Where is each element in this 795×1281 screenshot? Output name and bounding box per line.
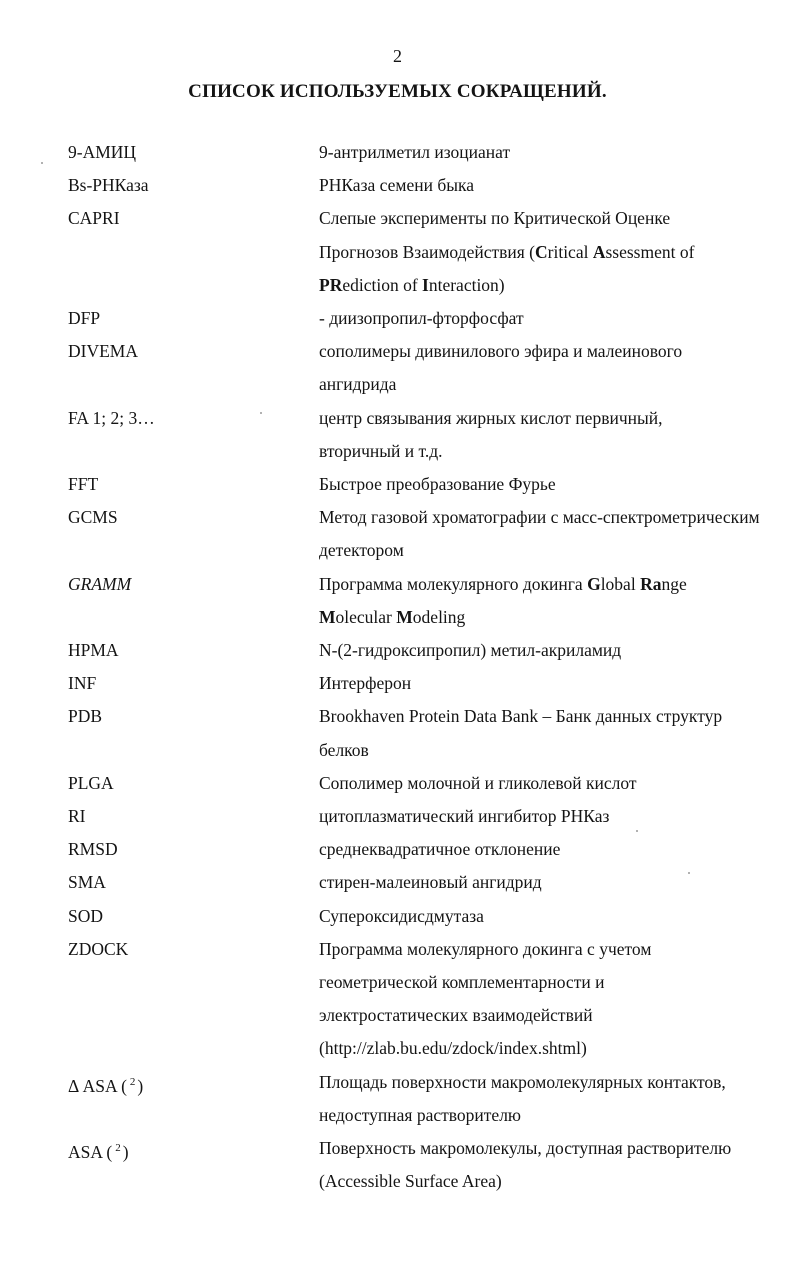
abbreviation-row — [68, 468, 778, 501]
definition-line: (http://zlab.bu.edu/zdock/index.shtml) — [319, 1038, 587, 1059]
abbreviation-term-text: ZDOCK — [68, 938, 129, 959]
abbreviation-row — [68, 1132, 778, 1198]
scan-speck — [688, 872, 690, 874]
abbreviation-term-text: PLGA — [68, 772, 114, 793]
scan-speck — [260, 412, 262, 414]
abbreviation-definition — [319, 866, 778, 899]
abbreviation-row — [68, 335, 778, 401]
definition-line: недоступная растворителю — [319, 1104, 522, 1125]
abbreviation-definition — [319, 202, 778, 302]
abbreviation-row — [68, 568, 778, 634]
abbreviation-term-text: 9-АМИЦ — [68, 142, 137, 162]
abbreviation-term — [68, 767, 319, 800]
abbreviation-term-text: SOD — [68, 905, 104, 926]
abbreviation-term — [68, 335, 319, 401]
abbreviation-definition — [319, 634, 778, 667]
definition-line: Площадь поверхности макромолекулярных контактов, — [319, 1071, 726, 1092]
definition-line: цитоплазматический ингибитор РНКаз — [319, 806, 610, 827]
abbreviation-term — [68, 634, 319, 667]
definition-line: Molecular Modeling — [319, 606, 466, 627]
page-title: СПИСОК ИСПОЛЬЗУЕМЫХ СОКРАЩЕНИЙ. — [188, 81, 607, 102]
definition-line: стирен-малеиновый ангидрид — [319, 872, 542, 893]
abbreviation-term-closing: ) — [122, 1142, 129, 1163]
abbreviation-term-text: HPMA — [68, 640, 119, 661]
abbreviation-definition — [319, 1132, 778, 1198]
abbreviation-term-superscript: 2 — [115, 1142, 121, 1155]
definition-line: Brookhaven Protein Data Bank – Банк данных структур — [319, 706, 723, 727]
abbreviation-definition — [319, 767, 778, 800]
abbreviation-definition — [319, 402, 778, 468]
abbreviation-row — [68, 767, 778, 800]
abbreviation-row — [68, 402, 778, 468]
abbreviation-term — [68, 402, 319, 468]
abbreviation-term — [68, 933, 319, 1066]
page-number: 2 — [393, 46, 402, 66]
definition-line: сополимеры дивинилового эфира и малеинового — [319, 341, 683, 362]
definition-line: Поверхность макромолекулы, доступная растворителю — [319, 1138, 732, 1159]
definition-line: Сополимер молочной и гликолевой кислот — [319, 772, 637, 793]
abbreviation-row — [68, 501, 778, 567]
definition-line: PRediction of Interaction) — [319, 274, 505, 295]
abbreviation-term — [68, 136, 319, 169]
abbreviation-term-text: DIVEMA — [68, 341, 138, 362]
definition-line: РНКаза семени быка — [319, 175, 474, 196]
abbreviation-definition — [319, 302, 778, 335]
abbreviation-term — [68, 302, 319, 335]
abbreviation-term-superscript: 2 — [129, 1075, 136, 1088]
abbreviation-term-text: SMA — [68, 872, 106, 893]
scan-speck — [41, 162, 43, 164]
abbreviation-term — [68, 568, 319, 634]
definition-line: Прогнозов Взаимодействия (Critical Assessment of — [319, 241, 695, 262]
abbreviation-term — [68, 202, 319, 302]
abbreviation-row — [68, 866, 778, 899]
abbreviation-term-text: Bs-РНКаза — [68, 175, 149, 196]
abbreviation-term — [68, 833, 319, 866]
abbreviation-definition — [319, 933, 778, 1066]
definition-line: белков — [319, 739, 369, 760]
abbreviation-definition — [319, 800, 778, 833]
definition-line: Супероксидисдмутаза — [319, 905, 484, 926]
abbreviation-term — [68, 1066, 319, 1132]
abbreviation-row — [68, 933, 778, 1066]
abbreviation-term — [68, 866, 319, 899]
abbreviation-definition — [319, 501, 778, 567]
abbreviation-term-text: ASA ( — [68, 1142, 113, 1163]
abbreviation-definition — [319, 136, 778, 169]
abbreviation-list — [68, 136, 778, 1199]
definition-line: Слепые эксперименты по Критической Оценке — [319, 208, 671, 229]
abbreviation-term-text: GCMS — [68, 507, 118, 528]
definition-line: вторичный и т.д. — [319, 440, 443, 461]
definition-line: геометрической комплементарности и — [319, 972, 605, 993]
abbreviation-row — [68, 302, 778, 335]
abbreviation-term — [68, 1132, 319, 1198]
abbreviation-term-closing: ) — [137, 1075, 144, 1096]
abbreviation-term — [68, 900, 319, 933]
abbreviation-term — [68, 667, 319, 700]
abbreviation-term — [68, 800, 319, 833]
abbreviation-term-text: DFP — [68, 308, 101, 329]
abbreviation-term-text: RI — [68, 806, 86, 827]
definition-line: (Accessible Surface Area) — [319, 1171, 502, 1192]
abbreviation-definition — [319, 1066, 778, 1132]
definition-line: детектором — [319, 540, 404, 561]
abbreviation-definition — [319, 900, 778, 933]
definition-line: среднеквадратичное отклонение — [319, 839, 561, 860]
abbreviation-term-text: RMSD — [68, 839, 118, 860]
abbreviation-row — [68, 900, 778, 933]
abbreviation-row — [68, 800, 778, 833]
definition-line: электростатических взаимодействий — [319, 1005, 593, 1026]
abbreviation-definition — [319, 700, 778, 766]
abbreviation-definition — [319, 667, 778, 700]
scan-speck — [636, 830, 638, 832]
definition-line: Программа молекулярного докинга с учетом — [319, 938, 652, 959]
definition-line: 9-антрилметил изоцианат — [319, 142, 511, 162]
abbreviation-definition — [319, 833, 778, 866]
definition-line: - диизопропил-фторфосфат — [319, 308, 524, 329]
abbreviation-term-text: INF — [68, 673, 97, 694]
abbreviation-term-text: FA 1; 2; 3… — [68, 407, 155, 428]
abbreviation-term — [68, 468, 319, 501]
abbreviation-term-text: Δ ASA ( — [68, 1075, 127, 1096]
abbreviation-term-text: FFT — [68, 474, 99, 495]
abbreviation-row — [68, 169, 778, 202]
abbreviation-definition — [319, 568, 778, 634]
abbreviation-term-text: PDB — [68, 706, 103, 727]
definition-line: центр связывания жирных кислот первичный, — [319, 407, 663, 428]
abbreviation-definition — [319, 169, 778, 202]
abbreviation-row — [68, 634, 778, 667]
abbreviation-term — [68, 501, 319, 567]
abbreviation-row — [68, 202, 778, 302]
definition-line: Быстрое преобразование Фурье — [319, 474, 556, 495]
abbreviation-definition — [319, 335, 778, 401]
abbreviation-row — [68, 833, 778, 866]
abbreviation-row — [68, 667, 778, 700]
abbreviation-term-text: CAPRI — [68, 208, 120, 229]
definition-line: Интерферон — [319, 673, 412, 694]
abbreviation-term — [68, 700, 319, 766]
definition-line: ангидрида — [319, 374, 397, 395]
abbreviation-row — [68, 136, 778, 169]
definition-line: N-(2-гидроксипропил) метил-акриламид — [319, 640, 622, 661]
definition-line: Метод газовой хроматографии с масс-спектрометрическим — [319, 507, 760, 528]
definition-line: Программа молекулярного докинга Global Range — [319, 573, 687, 594]
abbreviation-row — [68, 700, 778, 766]
abbreviation-term — [68, 169, 319, 202]
abbreviation-row — [68, 1066, 778, 1132]
abbreviation-definition — [319, 468, 778, 501]
abbreviation-term-text: GRAMM — [68, 573, 132, 594]
